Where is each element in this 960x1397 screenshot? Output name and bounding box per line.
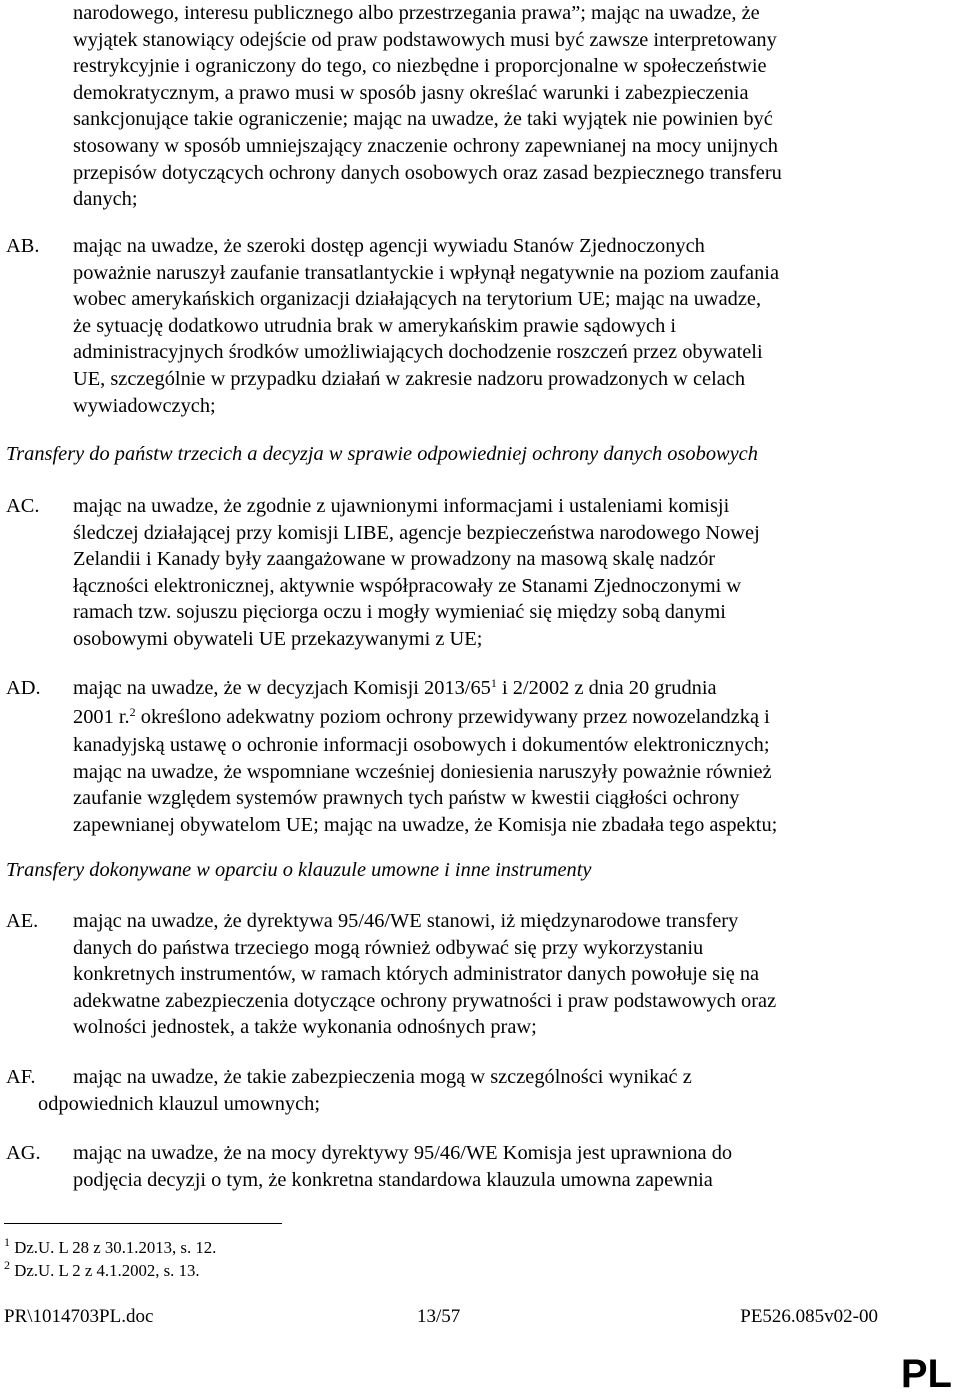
recital-label: AD. <box>6 677 41 699</box>
text-line: wobec amerykańskich organizacji działających na terytorium UE; mając na uwadze, <box>73 288 762 311</box>
recital-text <box>73 908 888 1041</box>
text-line: danych; <box>73 188 138 211</box>
footer-page-number: 13/57 <box>417 1306 461 1327</box>
footnote-number: 2 <box>4 1258 10 1272</box>
text-line <box>73 704 888 733</box>
text-line: mając na uwadze, że szeroki dostęp agencji wywiadu Stanów Zjednoczonych <box>73 235 705 257</box>
text-line: łączności elektronicznej, aktywnie współpracowały ze Stanami Zjednoczonymi w <box>73 574 742 597</box>
recital-text <box>73 493 888 653</box>
text-line: wolności jednostek, a także wykonania odnośnych praw; <box>73 1016 537 1039</box>
text-line: danych do państwa trzeciego mogą również odbywać się przy wykorzystaniu <box>73 936 704 959</box>
text-line: mając na uwadze, że zgodnie z ujawnionymi informacjami i ustaleniami komisji <box>73 495 730 517</box>
footnote-ref[interactable]: 1 <box>490 676 497 690</box>
text-line: przepisów dotyczących ochrony danych osobowych oraz zasad bezpiecznego transferu <box>73 161 782 184</box>
text-line: konkretnych instrumentów, w ramach których administrator danych powołuje się na <box>73 963 760 986</box>
section-heading: Transfery dokonywane w oparciu o klauzule umowne i inne instrumenty <box>6 859 592 881</box>
footnote-text: Dz.U. L 2 z 4.1.2002, s. 13. <box>10 1261 200 1280</box>
text-line: stosowany w sposób umniejszający znaczenie ochrony zapewnianej na mocy unijnych <box>73 134 778 157</box>
footnote-divider <box>4 1223 282 1224</box>
footnote <box>4 1235 217 1259</box>
text-segment: mając na uwadze, że w decyzjach Komisji 2013/65 <box>73 677 491 699</box>
text-line: mając na uwadze, że dyrektywa 95/46/WE stanowi, iż międzynarodowe transfery <box>73 910 739 932</box>
text-line: narodowego, interesu publicznego albo przestrzegania prawa”; mając na uwadze, że <box>73 2 760 24</box>
text-line: UE, szczególnie w przypadku działań w zakresie nadzoru prowadzonych w celach <box>73 367 746 390</box>
footnote-number: 1 <box>4 1235 10 1249</box>
footer-doc-ref: PR\1014703PL.doc <box>4 1306 154 1327</box>
recital-text <box>73 675 888 839</box>
recital-text <box>73 233 888 419</box>
text-line: restrykcyjnie i ograniczony do tego, co niezbędne i proporcjonalne w społeczeństwie <box>73 55 767 78</box>
text-line: demokratycznym, a prawo musi w sposób jasny określać warunki i zabezpieczenia <box>73 81 749 104</box>
text-line: śledczej działającej przy komisji LIBE, agencje bezpieczeństwa narodowego Nowej <box>73 521 760 544</box>
text-line: administracyjnych środków umożliwiających dochodzenie roszczeń przez obywateli <box>73 341 763 364</box>
text-line: wywiadowczych; <box>73 394 216 417</box>
recital-label: AE. <box>6 910 39 932</box>
text-line <box>73 675 888 704</box>
text-line: sankcjonujące takie ograniczenie; mając na uwadze, że taki wyjątek nie powinien być <box>73 108 773 131</box>
footnote <box>4 1258 200 1282</box>
text-line: zapewnianej obywatelom UE; mając na uwadze, że Komisja nie zbadała tego aspektu; <box>73 813 778 836</box>
text-line: odpowiednich klauzul umownych; <box>38 1092 321 1115</box>
text-line: Zelandii i Kanady były zaangażowane w prowadzony na masową skalę nadzór <box>73 548 716 571</box>
text-line: że sytuację dodatkowo utrudnia brak w amerykańskim prawie sądowych i <box>73 314 677 337</box>
text-line: mając na uwadze, że takie zabezpieczenia mogą w szczególności wynikać z <box>73 1066 692 1088</box>
footnote-ref[interactable]: 2 <box>129 704 136 719</box>
text-line: osobowymi obywateli UE przekazywanymi z UE; <box>73 627 483 650</box>
recital-label: AB. <box>6 235 40 257</box>
continuation-text <box>73 0 888 213</box>
section-heading: Transfery do państw trzecich a decyzja w sprawie odpowiedniej ochrony danych osobowych <box>6 443 758 465</box>
text-line: mając na uwadze, że na mocy dyrektywy 95/46/WE Komisja jest uprawniona do <box>73 1142 733 1164</box>
text-line: adekwatne zabezpieczenia dotyczące ochrony prywatności i praw podstawowych oraz <box>73 989 777 1012</box>
recital-label: AC. <box>6 495 40 517</box>
text-segment: określono adekwatny poziom ochrony przewidywany przez nowozelandzką i <box>135 705 770 728</box>
footer-pe-ref: PE526.085v02-00 <box>740 1306 878 1327</box>
text-line: ramach tzw. sojuszu pięciorga oczu i mogły wymieniać się między sobą danymi <box>73 601 726 624</box>
text-line: zaufanie względem systemów prawnych tych państw w kwestii ciągłości ochrony <box>73 787 740 810</box>
text-segment: i 2/2002 z dnia 20 grudnia <box>496 677 717 699</box>
text-line: podjęcia decyzji o tym, że konkretna standardowa klauzula umowna zapewnia <box>73 1168 713 1191</box>
text-line: mając na uwadze, że wspomniane wcześniej doniesienia naruszyły poważnie również <box>73 760 772 783</box>
recital-label: AF. <box>6 1066 36 1088</box>
recital-text <box>73 1140 888 1193</box>
text-line: poważnie naruszył zaufanie transatlantyckie i wpłynął negatywnie na poziom zaufania <box>73 261 780 284</box>
language-code: PL <box>900 1352 952 1396</box>
text-segment: 2001 r. <box>73 705 130 728</box>
text-line: kanadyjską ustawę o ochronie informacji osobowych i dokumentów elektronicznych; <box>73 734 770 757</box>
footnote-text: Dz.U. L 28 z 30.1.2013, s. 12. <box>10 1238 217 1257</box>
recital-label: AG. <box>6 1142 41 1164</box>
text-line: wyjątek stanowiący odejście od praw podstawowych musi być zawsze interpretowany <box>73 28 777 51</box>
